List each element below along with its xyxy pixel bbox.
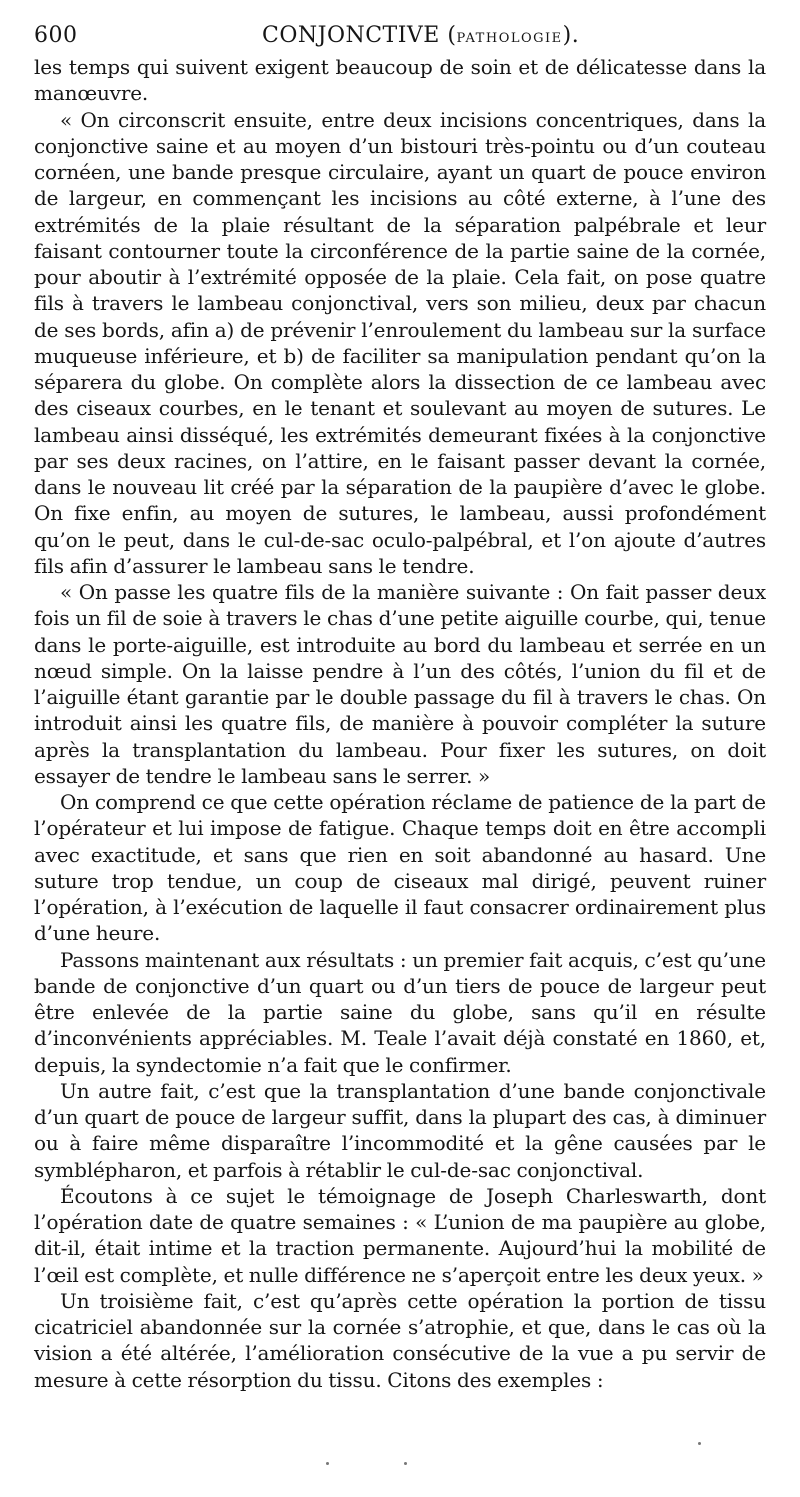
running-title-main: CONJONCTIVE [262,23,440,48]
speck-mark [326,1462,329,1465]
speck-mark [404,1462,407,1465]
paragraph-second-fact: Un autre fait, c’est que la transplantation d’une bande conjonctivale d’un quart de pouce de largeur suffit, dans la plupart des cas, à diminuer ou à faire même disparaître l’incommodité et la gêne causées par le symblépharon, et parfois à rétablir le cul-de-sac conjonctival. [34,1078,766,1182]
running-head [34,18,766,54]
running-title-paren-open: ( [439,23,457,48]
page-number: 600 [34,23,78,48]
running-title-subtitle: PATHOLOGIE [456,31,563,46]
paragraph-results: Passons maintenant aux résultats : un premier fait acquis, c’est qu’une bande de conjonctive d’un quart ou d’un tiers de pouce de largeur peut être enlevée de la partie saine du globe, sans qu’il en résulte d’inconvénients appréciables. M. Teale l’avait déjà constaté en 1860, et, depuis, la syndectomie n’a fait que le confirmer. [34,947,766,1077]
running-title [262,18,579,57]
body-text [34,54,766,1393]
running-title-paren-close: ). [562,23,580,48]
paragraph-patience: On comprend ce que cette opération réclame de patience de la part de l’opérateur et lui impose de fatigue. Chaque temps doit en être accompli avec exactitude, et sans que rien en soit abandonné au hasard. Une suture trop tendue, un coup de ciseaux mal dirigé, peuvent ruiner l’opération, à l’exécution de laquelle il faut consacrer ordinairement plus d’une heure. [34,790,766,946]
paragraph-continuation: les temps qui suivent exigent beaucoup de soin et de délicatesse dans la manœuvre. [34,55,766,106]
book-page [34,18,766,1393]
paragraph-quote-procedure: « On circonscrit ensuite, entre deux incisions concentriques, dans la conjonctive saine et au moyen d’un bistouri très-pointu ou d’un couteau cornéen, une bande presque circulaire, ayant un quart de pouce environ de largeur, en commençant les incisions au côté externe, à l’une des extrémités de la plaie résultant de la séparation palpébrale et leur faisant contourner toute la circonférence de la partie saine de la cornée, pour aboutir à l’extrémité opposée de la plaie. Cela fait, on pose quatre fils à travers le lambeau conjonctival, vers son milieu, deux par chacun de ses bords, afin a) de prévenir l’enroulement du lambeau sur la surface muqueuse inférieure, et b) de faciliter sa manipulation pendant qu’on la séparera du globe. On complète alors la dissection de ce lambeau avec des ciseaux courbes, en le tenant et soulevant au moyen de sutures. Le lambeau ainsi disséqué, les extrémités demeurant fixées à la conjonctive par ses deux racines, on l’attire, en le faisant passer devant la cornée, dans le nouveau lit créé par la séparation de la paupière d’avec le globe. On fixe enfin, au moyen de sutures, le lambeau, aussi profondément qu’on le peut, dans le cul-de-sac oculo-palpébral, et l’on ajoute d’autres fils afin d’assurer le lambeau sans le tendre. [34,107,766,578]
page-specks [0,1380,800,1480]
paragraph-quote-sutures: « On passe les quatre fils de la manière suivante : On fait passer deux fois un fil de soie à travers le chas d’une petite aiguille courbe, qui, tenue dans le porte-aiguille, est introduite au bord du lambeau et serrée en un nœud simple. On la laisse pendre à l’un des côtés, l’union du fil et de l’aiguille étant garantie par le double passage du fil à travers le chas. On introduit ainsi les quatre fils, de manière à pouvoir compléter la suture après la transplantation du lambeau. Pour fixer les sutures, on doit essayer de tendre le lambeau sans le serrer. » [34,580,766,788]
paragraph-third-fact: Un troisième fait, c’est qu’après cette opération la portion de tissu cicatriciel abandonnée sur la cornée s’atrophie, et que, dans le cas où la vision a été altérée, l’amélioration consécutive de la vue a pu servir de mesure à cette résorption du tissu. Citons des exemples : [34,1288,766,1392]
speck-mark [698,1442,701,1445]
paragraph-testimony: Écoutons à ce sujet le témoignage de Joseph Charleswarth, dont l’opération date de quatre semaines : « L’union de ma paupière au globe, dit-il, était intime et la traction permanente. Aujourd’hui la mobilité de l’œil est complète, et nulle différence ne s’aperçoit entre les deux yeux. » [34,1183,766,1287]
